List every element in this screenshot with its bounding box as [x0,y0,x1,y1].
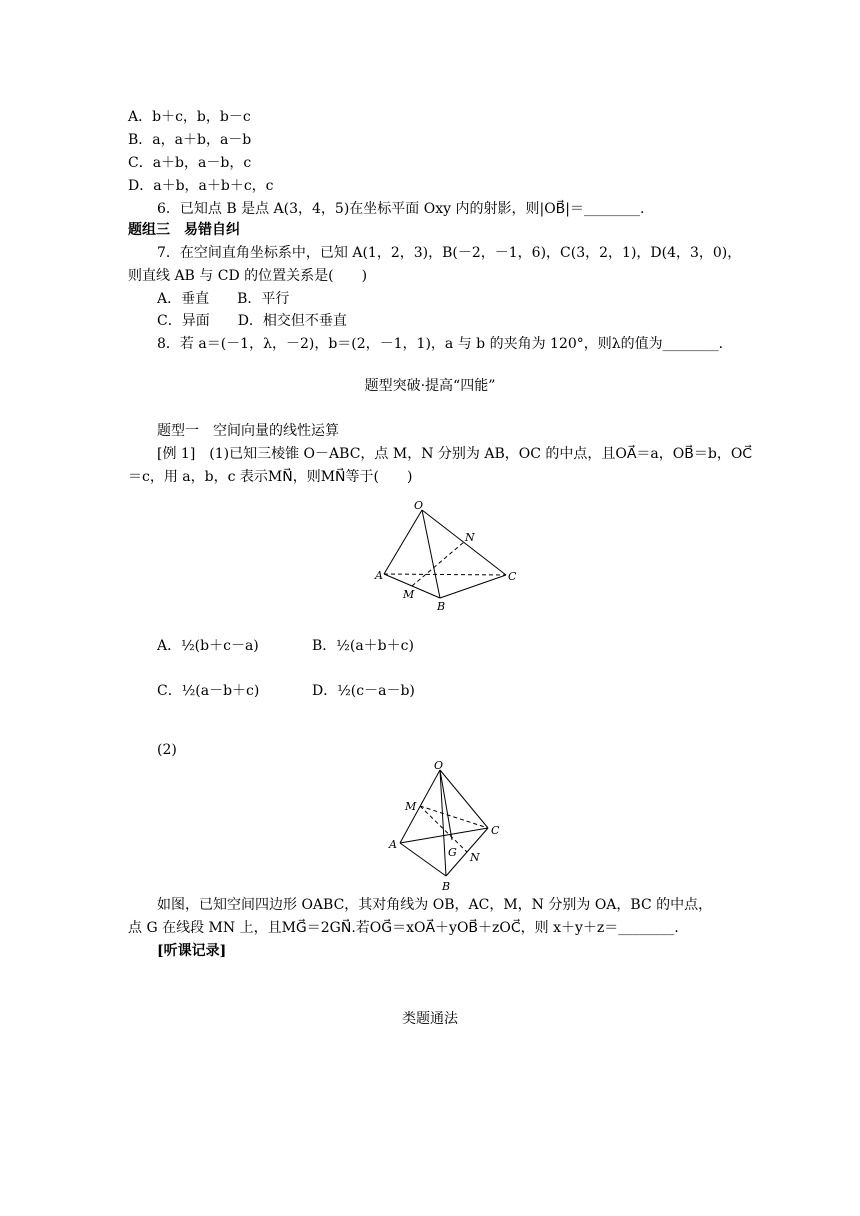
label-n: N [465,531,475,544]
section-title: 题型突破·提高“四能” [364,378,496,394]
question-7-options-2: C．异面 D．相交但不垂直 [157,313,347,329]
option-a: A．½(b＋c－a) [157,638,259,654]
question-8: 8．若 a＝(－1，λ，－2)，b＝(2，－1，1)，a 与 b 的夹角为 120°，则λ的值为________. [157,336,724,352]
label-o: O [414,499,424,512]
label-c: C [508,570,517,583]
tetrahedron-figure-2 [380,758,510,893]
label-g: G [448,846,457,859]
group-3-heading: 题组三 易错自纠 [128,222,240,238]
question-6: 6．已知点 B 是点 A(3，4，5)在坐标平面 Oxy 内的射影，则|OB⃗|＝________. [157,201,645,217]
part-2-label: (2) [157,742,177,758]
q5-option-b: B．a，a＋b，a－b [128,132,252,148]
lecture-record-label: [听课记录] [157,943,227,959]
option-c: C．½(a－b＋c) [157,683,260,699]
question-7-line-1: 7．在空间直角坐标系中，已知 A(1，2，3)，B(－2，－1，6)，C(3，2，1)，D(4，3，0)， [157,245,742,261]
question-7-line-2: 则直线 AB 与 CD 的位置关系是( ) [128,268,368,284]
type-1-heading: 题型一 空间向量的线性运算 [157,423,339,439]
q5-option-a: A．b＋c，b，b－c [128,109,251,125]
q5-option-c: C．a＋b，a－b，c [128,155,252,171]
label-b: B [437,600,446,613]
option-d: D．½(c－a－b) [312,683,415,699]
label-m: M [405,800,417,813]
example-1-line-2: ＝c，用 a，b，c 表示MN⃗，则MN⃗等于( ) [128,469,413,485]
pyramid-figure-1 [370,495,530,615]
label-n: N [470,851,480,864]
label-a: A [389,838,397,851]
example-1-line-1: [例 1] (1)已知三棱锥 O－ABC，点 M，N 分别为 AB，OC 的中点，且OA⃗＝a，OB⃗＝b，OC⃗ [157,446,753,462]
option-b: B．½(a＋b＋c) [312,638,414,654]
label-o: O [434,759,444,772]
label-m: M [403,588,415,601]
q5-option-d: D．a＋b，a＋b＋c，c [128,178,274,194]
label-a: A [375,569,383,582]
label-b: B [442,880,451,893]
example-2-line-2: 点 G 在线段 MN 上，且MG⃗＝2GN⃗.若OG⃗＝xOA⃗＋yOB⃗＋zOC⃗，则 x＋y＋z＝________. [128,920,679,936]
method-title: 类题通法 [402,1011,458,1027]
label-c: C [491,824,500,837]
example-2-line-1: 如图，已知空间四边形 OABC，其对角线为 OB，AC，M，N 分别为 OA，BC 的中点， [157,897,713,913]
question-7-options-1: A．垂直 B．平行 [157,291,290,307]
